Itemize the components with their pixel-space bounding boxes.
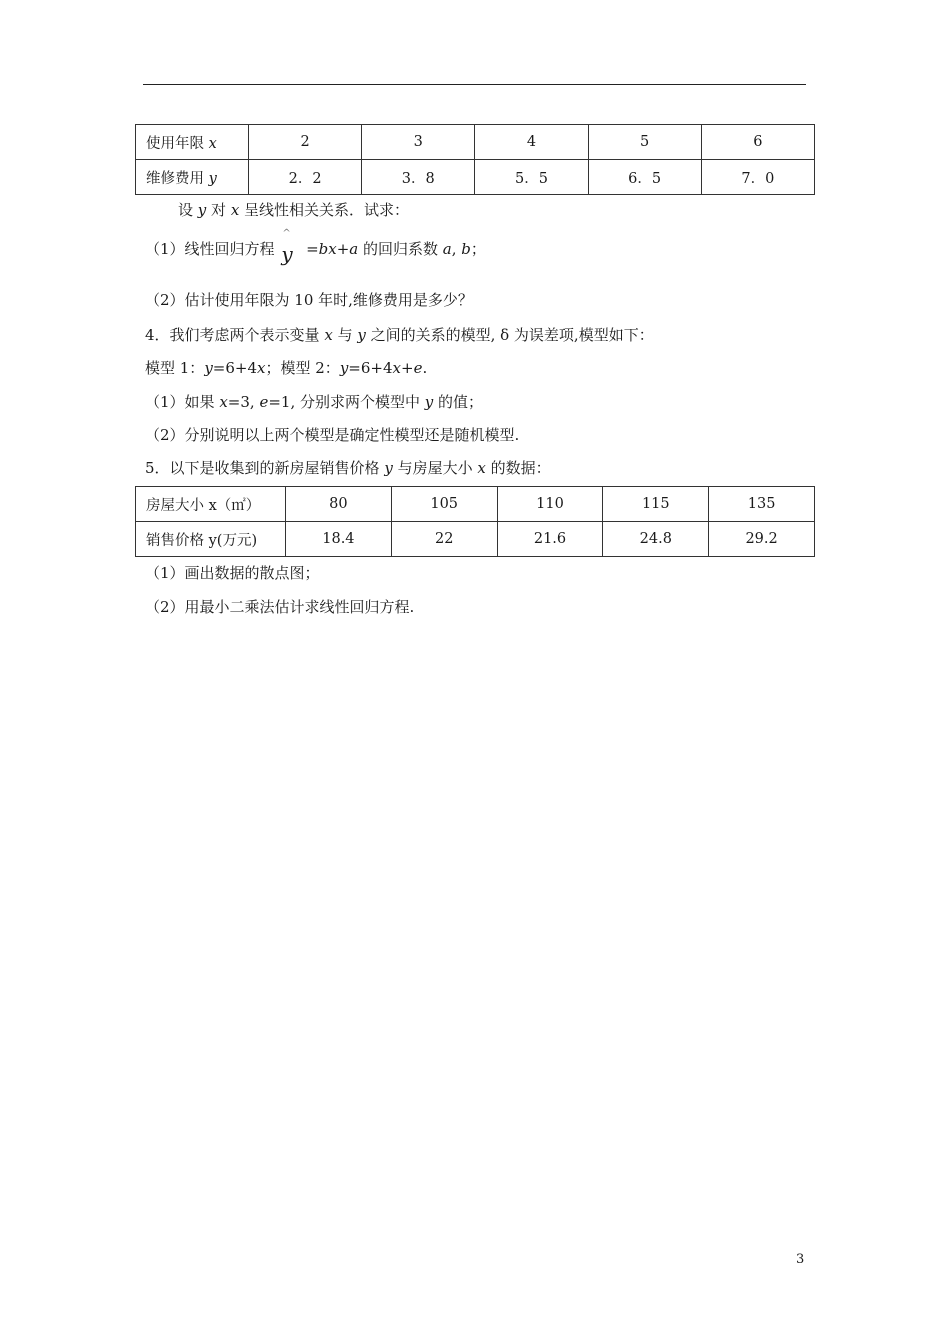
table-cell: 105	[391, 487, 497, 522]
q3-part2: （2）估计使用年限为 10 年时,维修费用是多少？	[145, 291, 473, 309]
table-cell: 18.4	[286, 522, 392, 557]
q4-part2: （2）分别说明以上两个模型是确定性模型还是随机模型.	[145, 426, 520, 444]
table-cell: 5．5	[475, 160, 588, 195]
table-cell: 80	[286, 487, 392, 522]
q4-part1: （1）如果 x=3, e=1, 分别求两个模型中 y 的值；	[145, 393, 484, 411]
q4-intro: 4．我们考虑两个表示变量 x 与 y 之间的关系的模型, δ 为误差项,模型如下：	[145, 326, 654, 344]
table-row-header: 使用年限 x	[136, 125, 249, 160]
table-cell: 22	[391, 522, 497, 557]
table-cell: 110	[497, 487, 603, 522]
table-cell: 3．8	[362, 160, 475, 195]
table-cell: 7．0	[701, 160, 814, 195]
house-price-table	[135, 486, 815, 557]
q5-intro: 5．以下是收集到的新房屋销售价格 y 与房屋大小 x 的数据：	[145, 459, 551, 477]
table-row-header: 销售价格 y(万元)	[136, 522, 286, 557]
y-hat-symbol: ^ y	[281, 228, 293, 266]
table-row-header: 房屋大小 x（㎡）	[136, 487, 286, 522]
table-cell: 2．2	[249, 160, 362, 195]
table-row	[136, 160, 815, 195]
header-rule	[143, 84, 806, 85]
table-cell: 5	[588, 125, 701, 160]
table-cell: 24.8	[603, 522, 709, 557]
table-cell: 6	[701, 125, 814, 160]
table-cell: 4	[475, 125, 588, 160]
q4-models: 模型 1：y=6+4x；模型 2：y=6+4x+e.	[145, 359, 428, 377]
table-row	[136, 487, 815, 522]
table-row	[136, 522, 815, 557]
usage-cost-table	[135, 124, 815, 195]
table-cell: 2	[249, 125, 362, 160]
table-cell: 3	[362, 125, 475, 160]
table-cell: 6．5	[588, 160, 701, 195]
q3-intro: 设 y 对 x 呈线性相关关系．试求：	[178, 201, 410, 219]
table-row	[136, 125, 815, 160]
table-cell: 135	[709, 487, 815, 522]
table-cell: 21.6	[497, 522, 603, 557]
q5-part2: （2）用最小二乘法估计求线性回归方程.	[145, 598, 415, 616]
table-cell: 29.2	[709, 522, 815, 557]
page-number: 3	[796, 1252, 805, 1267]
q3-part1: （1）线性回归方程 ^ y =bx+a 的回归系数 a, b；	[145, 228, 486, 266]
table-cell: 115	[603, 487, 709, 522]
table-row-header: 维修费用 y	[136, 160, 249, 195]
q5-part1: （1）画出数据的散点图；	[145, 564, 320, 582]
